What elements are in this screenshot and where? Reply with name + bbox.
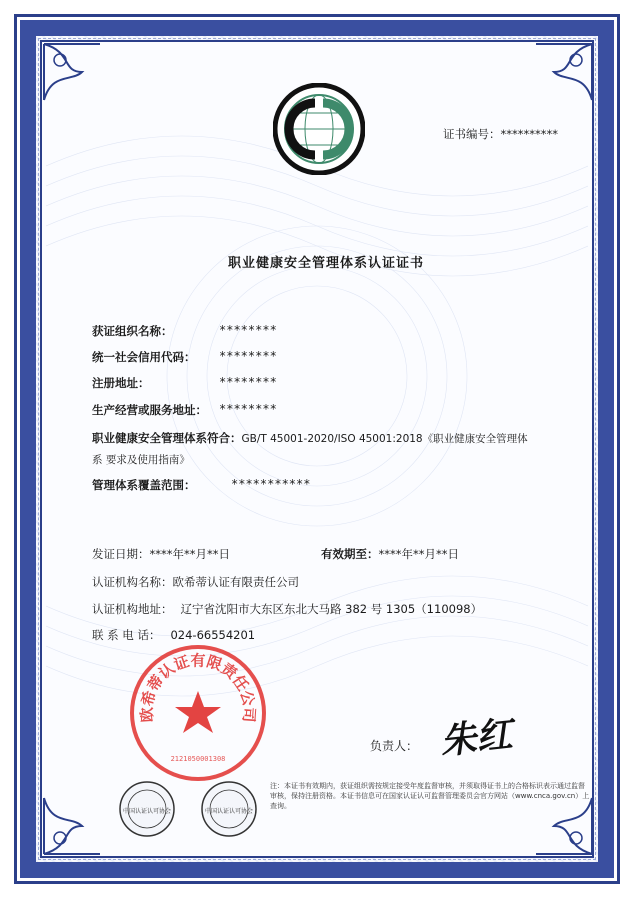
cert-body-name-label: 认证机构名称： [92,575,173,589]
badge-1-text: 中国认证认可协会 [122,808,172,815]
field-value-credit-code: ******** [219,349,277,363]
accreditation-badge-1 [118,780,176,838]
badge-2-text: 中国认证认可协会 [204,808,254,815]
cert-body-address-label: 认证机构地址： [92,602,173,616]
cert-body-address-value: 辽宁省沈阳市大东区东北大马路 382 号 1305（110098） [180,602,483,616]
standard-label: 职业健康安全管理体系符合： [92,431,242,445]
accreditation-badge-2 [200,780,258,838]
valid-until-date [321,546,459,562]
field-label-operating-address: 生产经营或服务地址： [92,403,207,417]
certificate-number-label: 证书编号： [443,127,501,141]
handwritten-signature: 朱红 [438,713,515,763]
field-value-org-name: ******** [219,323,277,337]
field-label-credit-code: 统一社会信用代码： [92,350,196,364]
corner-ornament-top-right [534,42,594,102]
field-label-org-name: 获证组织名称： [92,324,173,338]
certificate-number-value: ********** [500,127,558,141]
issue-date [92,546,230,562]
field-label-registered-address: 注册地址： [92,376,150,390]
cert-body-phone-label: 联 系 电 话： [92,628,161,642]
cert-body-phone [92,627,255,643]
cert-body-phone-value: 024-66554201 [170,628,256,642]
standard-value-line2: 系 要求及使用指南》 [92,454,190,466]
certificate-number [443,126,558,142]
field-value-operating-address: ******** [219,402,277,416]
seal-number: 2121050001308 [170,755,226,763]
footer-note: 注：本证书有效期内，获证组织需按规定接受年度监督审核，并须取得证书上的合格标识表示通过监督审核，保持注册资格。本证书信息可在国家认证认可监督管理委员会官方网站（www.cnca.gov.cn）上查询。 [270,782,590,810]
corner-ornament-bottom-left [42,796,102,856]
corner-ornament-top-left [42,42,102,102]
certificate-title: 职业健康安全管理体系认证证书 [228,256,425,271]
issue-date-label: 发证日期： [92,547,150,561]
official-red-seal [128,643,268,783]
signer-label: 负责人： [370,739,419,753]
cert-body-name [92,574,299,590]
cert-body-name-value: 欧希蒂认证有限责任公司 [172,575,299,589]
valid-until-value: ****年**月**日 [378,547,459,561]
valid-until-label: 有效期至： [321,547,379,561]
standard-value-line1: GB/T 45001-2020/ISO 45001:2018《职业健康安全管理体 [241,433,528,445]
field-value-registered-address: ******** [219,375,277,389]
seal-arc-text: 欧希蒂认证有限责任公司 [137,651,259,723]
certification-body-logo [273,83,365,175]
issue-date-value: ****年**月**日 [149,547,230,561]
cert-body-address [92,601,482,617]
scope-label: 管理体系覆盖范围： [92,478,196,492]
scope-value: *********** [231,477,311,491]
standard-conformity-line [92,430,528,446]
